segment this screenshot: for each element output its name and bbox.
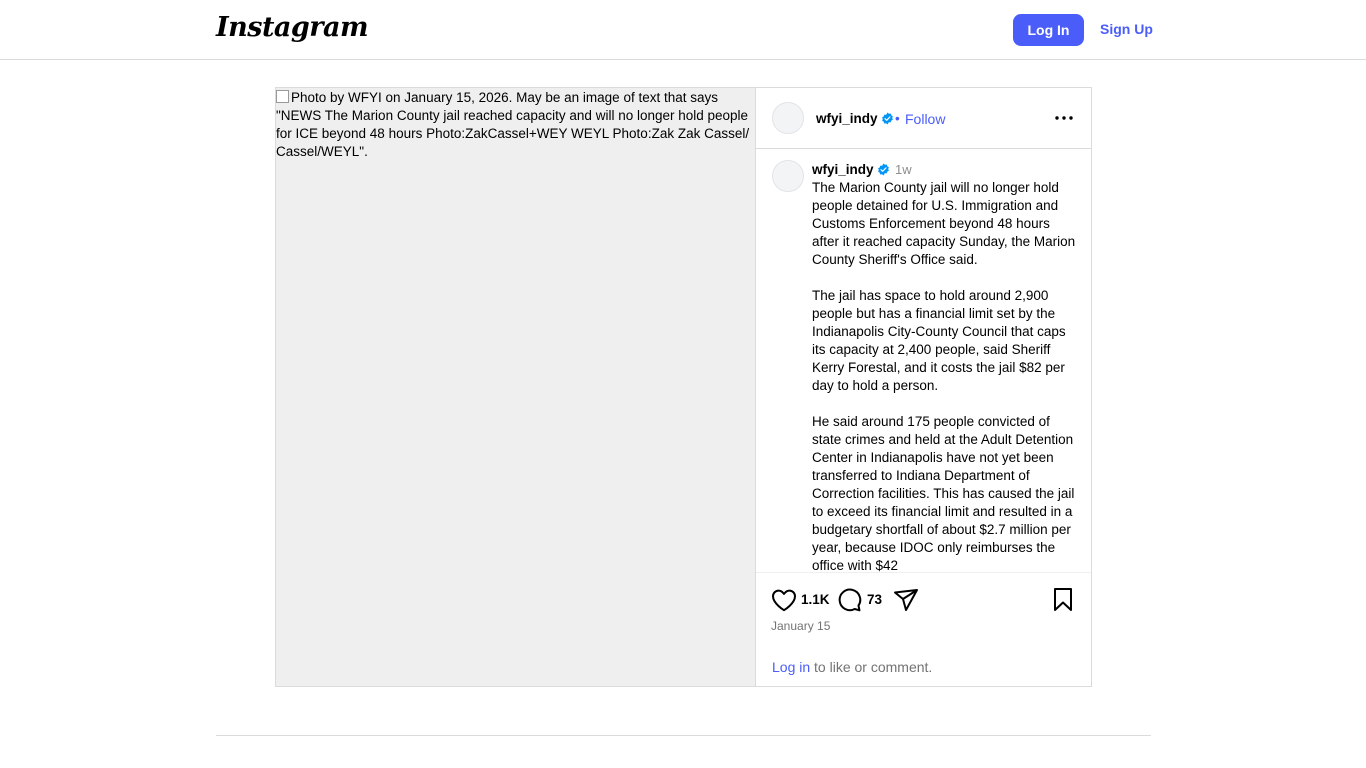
instagram-logo[interactable]: Instagram: [216, 12, 369, 43]
comment-count[interactable]: 73: [867, 592, 883, 607]
post-card: [275, 87, 1092, 687]
author-avatar[interactable]: [772, 102, 804, 134]
top-navigation-bar: [0, 0, 1366, 60]
caption-username[interactable]: [812, 162, 890, 177]
follow-button[interactable]: Follow: [905, 111, 946, 127]
footer-divider: [216, 735, 1151, 736]
image-alt-text: [276, 89, 754, 161]
post-header: [756, 88, 1091, 149]
log-in-button[interactable]: Log In: [1013, 14, 1084, 46]
verified-badge-icon: [881, 112, 894, 125]
caption-username-text: wfyi_indy: [812, 162, 874, 177]
like-heart-icon[interactable]: [771, 588, 797, 612]
like-count[interactable]: 1.1K: [801, 592, 830, 607]
caption-timestamp[interactable]: 1w: [895, 162, 912, 177]
author-username[interactable]: [816, 111, 894, 126]
author-username-text: wfyi_indy: [816, 111, 878, 126]
caption-section[interactable]: [756, 149, 1091, 573]
login-prompt: [772, 659, 932, 675]
caption-text: [812, 179, 1078, 573]
separator-dot: •: [895, 111, 900, 126]
bookmark-icon[interactable]: [1052, 587, 1074, 612]
broken-image-icon: [276, 90, 289, 103]
comment-bubble-icon[interactable]: [837, 587, 862, 612]
caption-avatar[interactable]: [772, 160, 804, 192]
more-options-icon[interactable]: [1054, 110, 1074, 126]
share-paper-plane-icon[interactable]: [893, 587, 919, 613]
login-prompt-suffix: to like or comment.: [810, 659, 933, 675]
verified-badge-icon: [877, 163, 890, 176]
post-media[interactable]: [276, 88, 756, 686]
log-in-link[interactable]: Log in: [772, 659, 811, 675]
caption-paragraph: The Marion County jail will no longer hold people detained for U.S. Immigration and Customs Enforcement beyond 48 hours after it reached capacity Sunday, the Marion County Sheriff's Office said.: [812, 180, 1076, 267]
sign-up-link[interactable]: Sign Up: [1100, 21, 1153, 37]
post-date[interactable]: January 15: [771, 619, 831, 633]
post-actions: [756, 573, 1091, 686]
caption-paragraph: He said around 175 people convicted of state crimes and held at the Adult Detention Center in Indianapolis have not yet been transferred to Indiana Department of Correction facilities. This has caused the jail to exceed its financial limit and resulted in a budgetary shortfall of about $2.7 million per year, because IDOC only reimburses the office with $42: [812, 414, 1075, 573]
caption-paragraph: The jail has space to hold around 2,900 people but has a financial limit set by the Indianapolis City-County Council that caps its capacity at 2,400 people, said Sheriff Kerry Forestal, and it costs the jail $82 per day to hold a person.: [812, 288, 1066, 393]
image-alt-text-content: Photo by WFYI on January 15, 2026. May be an image of text that says "NEWS The Marion County jail reached capacity and will no longer hold people for ICE beyond 48 hours Photo:ZakCassel+WEY WEYL Photo:Zak Zak Cassel/ Cassel/WEYL".: [276, 90, 750, 159]
post-sidebar: [756, 88, 1091, 686]
